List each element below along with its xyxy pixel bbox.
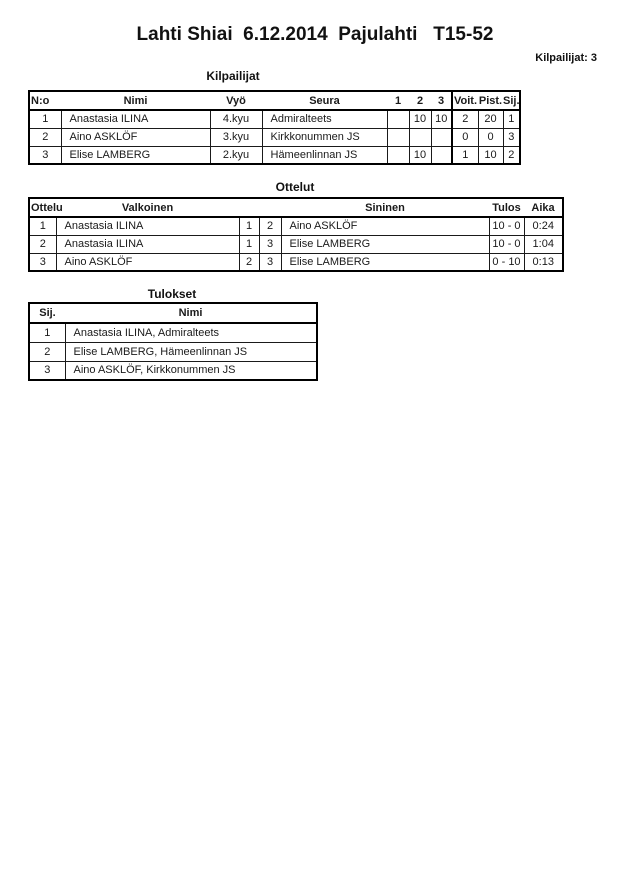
cell-voit: 2 bbox=[452, 110, 478, 128]
col-header-sij: Sij. bbox=[503, 91, 520, 110]
table-row bbox=[29, 128, 520, 146]
cell-time: 0:13 bbox=[524, 253, 563, 271]
cell-name-club: Anastasia ILINA, Admiralteets bbox=[65, 323, 317, 342]
cell-name-club: Aino ASKLÖF, Kirkkonummen JS bbox=[65, 361, 317, 380]
table-row bbox=[29, 235, 563, 253]
col-header-1: 1 bbox=[387, 91, 409, 110]
cell-white-number: 1 bbox=[239, 217, 259, 235]
col-header-nimi: Nimi bbox=[61, 91, 210, 110]
kilpailijat-table bbox=[28, 90, 521, 165]
cell-no: 1 bbox=[29, 110, 61, 128]
cell-match-no: 3 bbox=[29, 253, 56, 271]
cell-seura: Admiralteets bbox=[262, 110, 387, 128]
cell-voit: 1 bbox=[452, 146, 478, 164]
cell-sij: 3 bbox=[503, 128, 520, 146]
cell-blue-number: 2 bbox=[259, 217, 281, 235]
cell-place: 1 bbox=[29, 323, 65, 342]
cell-nimi: Aino ASKLÖF bbox=[61, 128, 210, 146]
col-header-2: 2 bbox=[409, 91, 431, 110]
cell-score-1 bbox=[387, 146, 409, 164]
cell-no: 2 bbox=[29, 128, 61, 146]
cell-place: 3 bbox=[29, 361, 65, 380]
tulokset-header-row bbox=[29, 303, 317, 323]
cell-white-name: Aino ASKLÖF bbox=[56, 253, 239, 271]
table-row bbox=[29, 253, 563, 271]
cell-score-3 bbox=[431, 146, 452, 164]
col-header-sij: Sij. bbox=[29, 303, 65, 323]
tulokset-heading: Tulokset bbox=[147, 287, 197, 301]
cell-pist: 20 bbox=[478, 110, 503, 128]
table-row bbox=[29, 342, 317, 361]
col-header-voit: Voit. bbox=[452, 91, 478, 110]
cell-match-no: 2 bbox=[29, 235, 56, 253]
col-header-sininen: Sininen bbox=[281, 198, 489, 217]
cell-blue-name: Aino ASKLÖF bbox=[281, 217, 489, 235]
col-header-3: 3 bbox=[431, 91, 452, 110]
cell-vyo: 4.kyu bbox=[210, 110, 262, 128]
kilpailijat-heading: Kilpailijat bbox=[206, 69, 260, 83]
tulokset-table bbox=[28, 302, 318, 381]
cell-white-number: 1 bbox=[239, 235, 259, 253]
ottelut-table bbox=[28, 197, 564, 272]
cell-vyo: 2.kyu bbox=[210, 146, 262, 164]
cell-time: 0:24 bbox=[524, 217, 563, 235]
kilpailijat-header-row bbox=[29, 91, 520, 110]
col-header-vyo: Vyö bbox=[210, 91, 262, 110]
competitors-count-label: Kilpailijat: 3 bbox=[535, 52, 597, 64]
cell-sij: 2 bbox=[503, 146, 520, 164]
table-row bbox=[29, 361, 317, 380]
col-header-ottelu: Ottelu bbox=[29, 198, 56, 217]
ottelut-heading: Ottelut bbox=[275, 180, 315, 194]
ottelut-header-row bbox=[29, 198, 563, 217]
cell-white-number: 2 bbox=[239, 253, 259, 271]
cell-white-name: Anastasia ILINA bbox=[56, 235, 239, 253]
cell-result: 10 - 0 bbox=[489, 217, 524, 235]
table-row bbox=[29, 323, 317, 342]
col-header-white-number bbox=[239, 198, 259, 217]
cell-seura: Kirkkonummen JS bbox=[262, 128, 387, 146]
col-header-nimi: Nimi bbox=[65, 303, 317, 323]
col-header-valkoinen: Valkoinen bbox=[56, 198, 239, 217]
col-header-tulos: Tulos bbox=[489, 198, 524, 217]
cell-blue-number: 3 bbox=[259, 253, 281, 271]
cell-place: 2 bbox=[29, 342, 65, 361]
cell-name-club: Elise LAMBERG, Hämeenlinnan JS bbox=[65, 342, 317, 361]
cell-score-1 bbox=[387, 110, 409, 128]
col-header-seura: Seura bbox=[262, 91, 387, 110]
cell-pist: 10 bbox=[478, 146, 503, 164]
cell-voit: 0 bbox=[452, 128, 478, 146]
cell-seura: Hämeenlinnan JS bbox=[262, 146, 387, 164]
cell-nimi: Anastasia ILINA bbox=[61, 110, 210, 128]
cell-blue-name: Elise LAMBERG bbox=[281, 235, 489, 253]
table-row bbox=[29, 110, 520, 128]
page-title: Lahti Shiai 6.12.2014 Pajulahti T15-52 bbox=[136, 24, 494, 45]
cell-white-name: Anastasia ILINA bbox=[56, 217, 239, 235]
cell-result: 10 - 0 bbox=[489, 235, 524, 253]
cell-no: 3 bbox=[29, 146, 61, 164]
col-header-no: N:o bbox=[29, 91, 61, 110]
table-row bbox=[29, 146, 520, 164]
cell-score-2: 10 bbox=[409, 110, 431, 128]
cell-score-2 bbox=[409, 128, 431, 146]
cell-pist: 0 bbox=[478, 128, 503, 146]
table-row bbox=[29, 217, 563, 235]
cell-score-1 bbox=[387, 128, 409, 146]
cell-sij: 1 bbox=[503, 110, 520, 128]
cell-blue-name: Elise LAMBERG bbox=[281, 253, 489, 271]
cell-result: 0 - 10 bbox=[489, 253, 524, 271]
cell-nimi: Elise LAMBERG bbox=[61, 146, 210, 164]
cell-score-3 bbox=[431, 128, 452, 146]
cell-vyo: 3.kyu bbox=[210, 128, 262, 146]
cell-time: 1:04 bbox=[524, 235, 563, 253]
cell-match-no: 1 bbox=[29, 217, 56, 235]
col-header-blue-number bbox=[259, 198, 281, 217]
cell-score-3: 10 bbox=[431, 110, 452, 128]
cell-blue-number: 3 bbox=[259, 235, 281, 253]
cell-score-2: 10 bbox=[409, 146, 431, 164]
col-header-aika: Aika bbox=[524, 198, 563, 217]
col-header-pist: Pist. bbox=[478, 91, 503, 110]
